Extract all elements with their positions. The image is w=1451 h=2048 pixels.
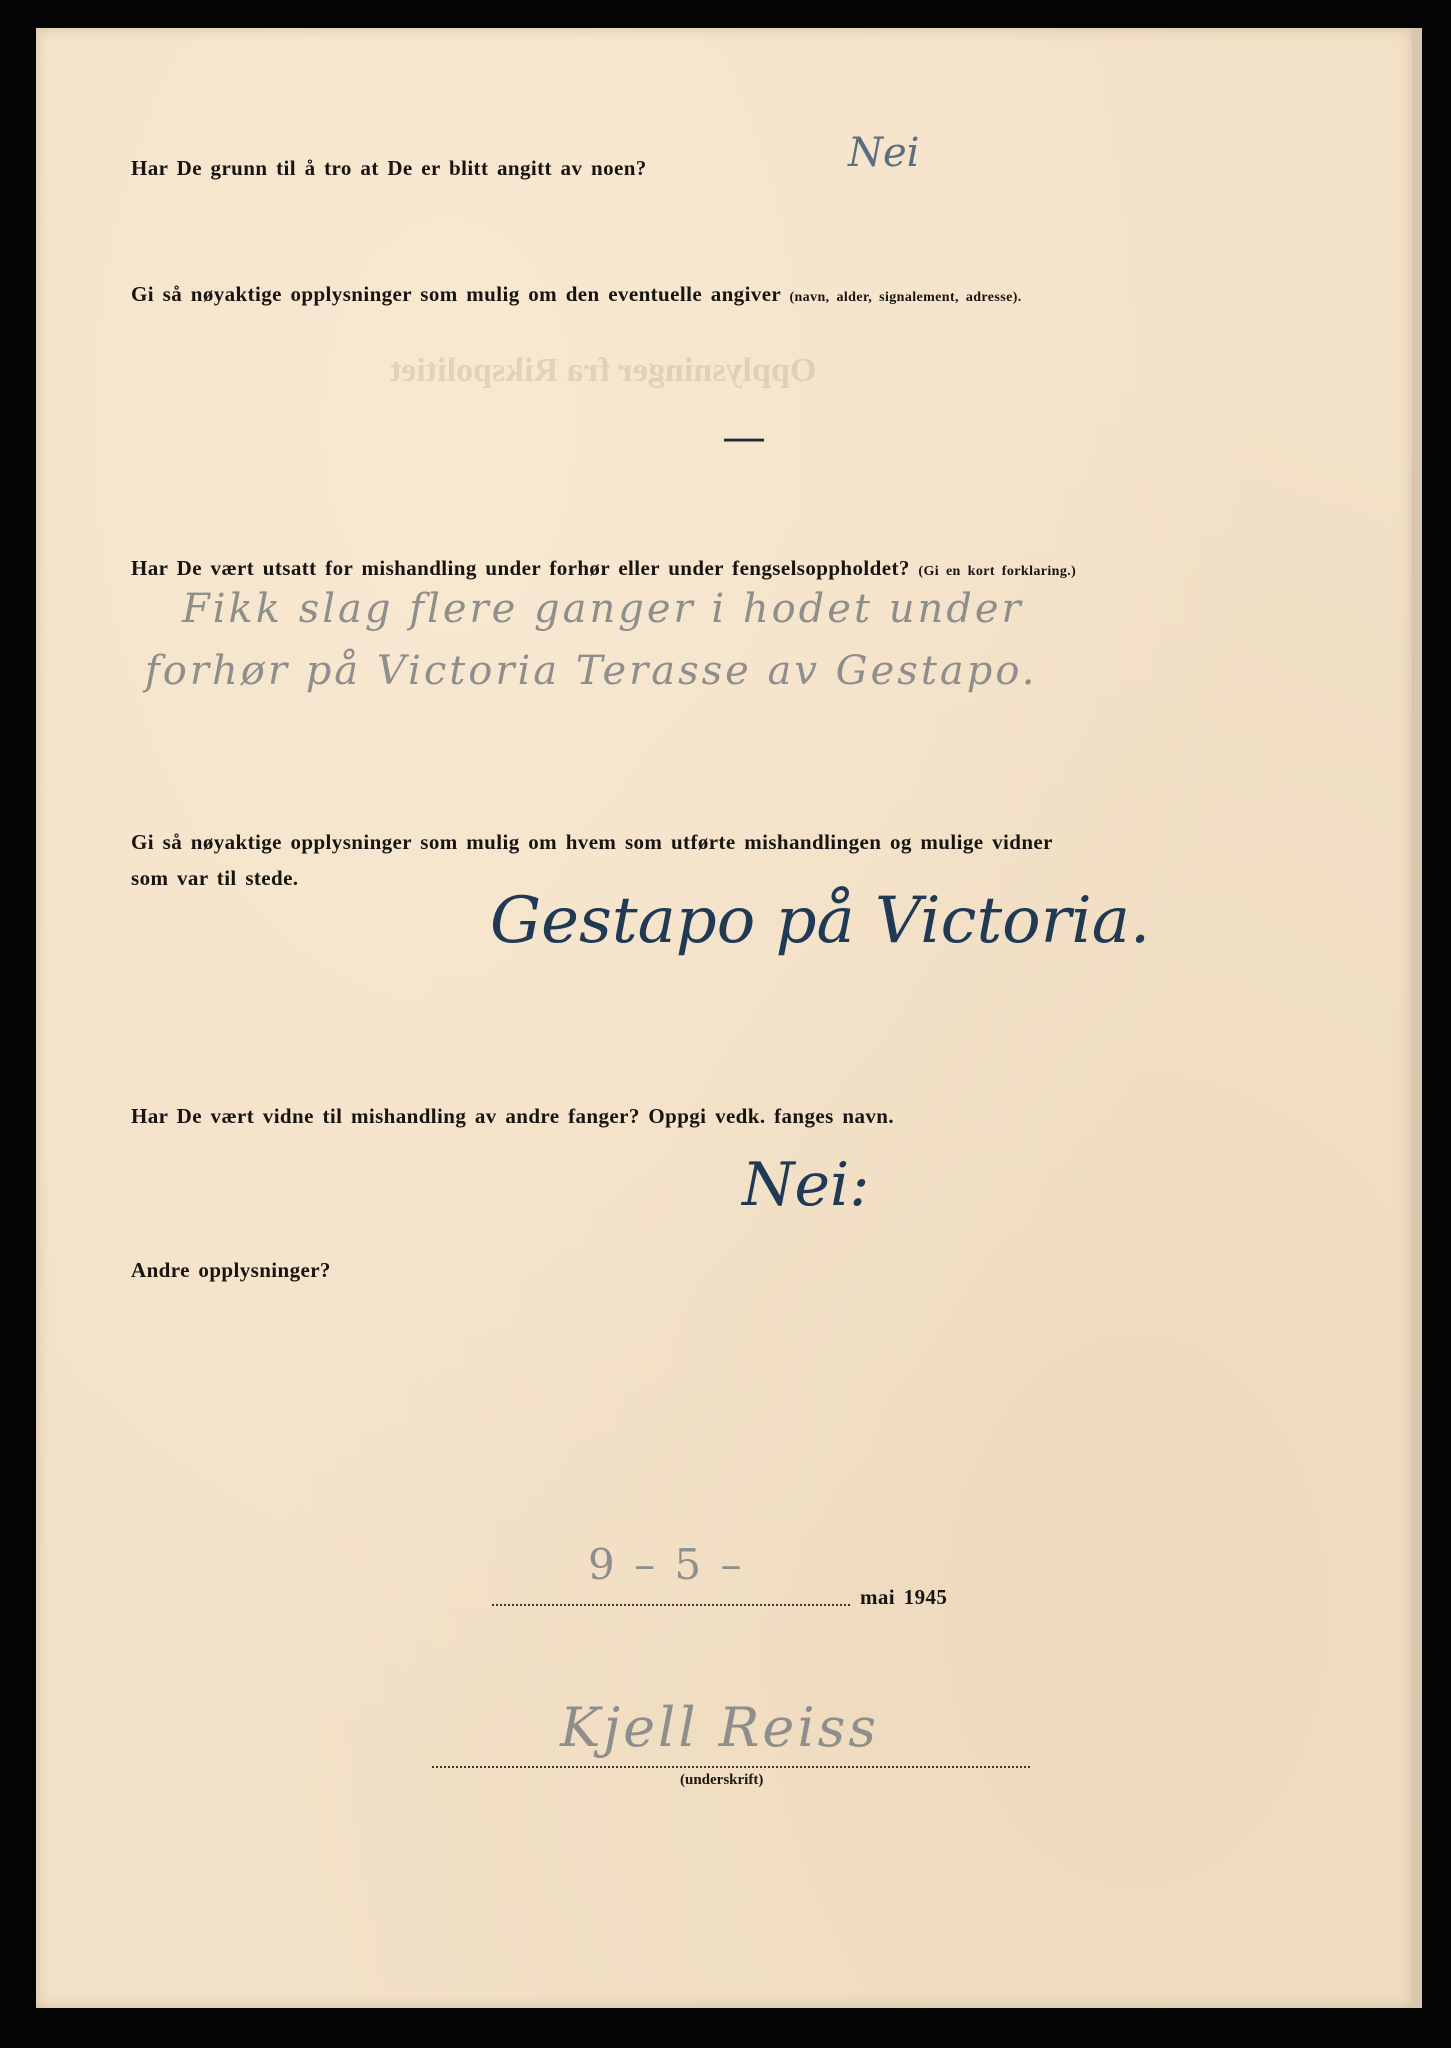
answer-perpetrators: Gestapo på Victoria. xyxy=(490,884,1151,958)
question-mistreatment xyxy=(131,556,1076,581)
bleed-through-heading: Opplysninger fra Rikspolitiet xyxy=(390,352,817,389)
question-perpetrators-line-1: Gi så nøyaktige opplysninger som mulig om hvem som utførte mishandlingen og mulige vidner xyxy=(131,830,1053,854)
page-edge xyxy=(1412,28,1422,2008)
signature-handwritten: Kjell Reiss xyxy=(560,1696,880,1759)
answer-informed-on: Nei xyxy=(848,130,920,176)
answer-witness: Nei: xyxy=(742,1150,870,1220)
date-line xyxy=(492,1604,850,1606)
question-witness: Har De vært vidne til mishandling av andre fanger? Oppgi vedk. fanges navn. xyxy=(131,1104,894,1128)
question-informed-on: Har De grunn til å tro at De er blitt angitt av noen? xyxy=(131,156,647,180)
date-handwritten: 9 – 5 – xyxy=(588,1540,745,1589)
question-perpetrators-line-2: som var til stede. xyxy=(131,866,299,890)
question-informer-details xyxy=(131,282,1022,307)
question-mistreatment-note: (Gi en kort forklaring.) xyxy=(918,564,1077,579)
date-printed: mai 1945 xyxy=(860,1585,948,1609)
question-informer-details-note: (navn, alder, signalement, adresse). xyxy=(789,290,1022,305)
signature-label: (underskrift) xyxy=(680,1772,764,1788)
answer-informer-details: — xyxy=(722,412,766,463)
question-informer-details-text: Gi så nøyaktige opplysninger som mulig om den eventuelle angiver xyxy=(131,282,781,306)
question-mistreatment-text: Har De vært utsatt for mishandling under forhør eller under fengselsoppholdet? xyxy=(131,556,910,580)
question-other-info: Andre opplysninger? xyxy=(131,1258,331,1282)
answer-mistreatment-line-1: Fikk slag flere ganger i hodet under xyxy=(182,586,1024,632)
signature-line xyxy=(432,1766,1030,1768)
answer-mistreatment-line-2: forhør på Victoria Terasse av Gestapo. xyxy=(145,648,1038,694)
